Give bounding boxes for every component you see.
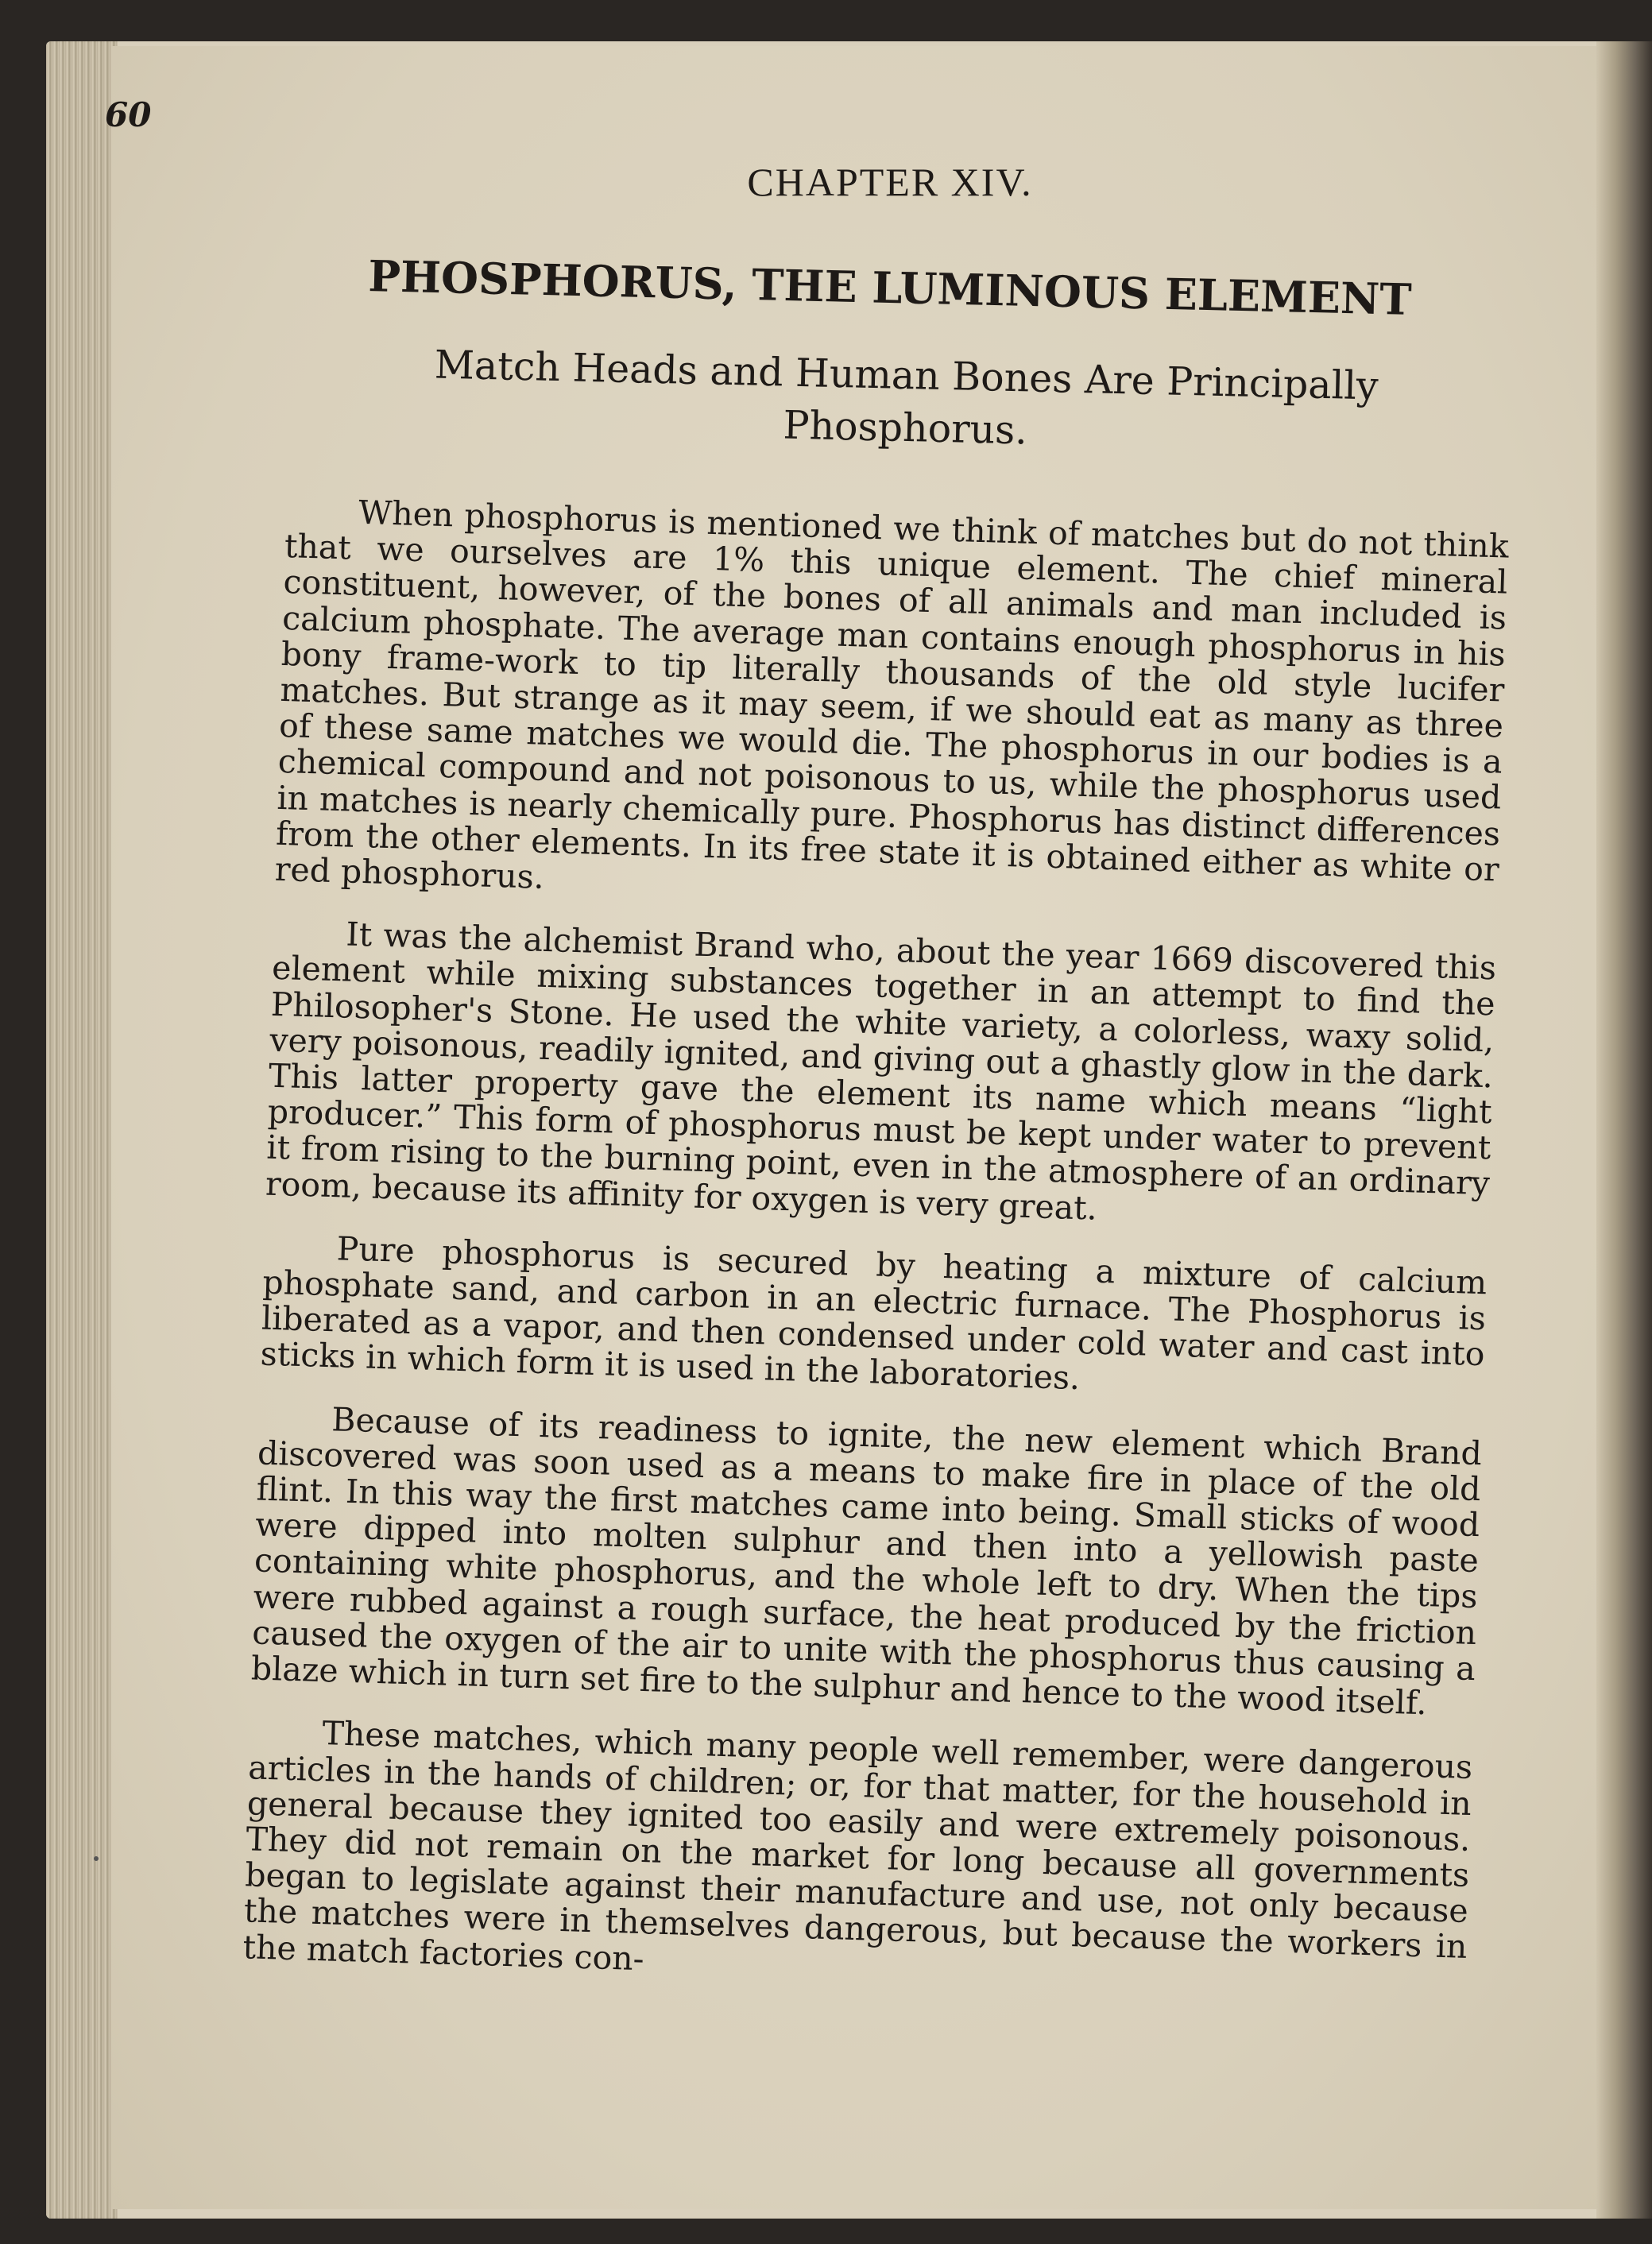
- margin-speck: [94, 1856, 99, 1861]
- paragraph-1: When phosphorus is mentioned we think of matches but do not think that we ourselves are 1% this unique element. The chief mineral constituent, however, of the bones of all animals and man included is calcium phosphate. The average man contains enough phosphorus in his bony frame-work to tip literally thousands of the old style lucifer matches. But strange as it may seem, if we should eat as many as three of these same matches we would die. The phosphorus in our bodies is a chemical compound and not poisonous to us, while the phosphorus used in matches is nearly chemically pure. Phosphorus has distinct differences from the other elements. In its free state it is obtained either as white or red phosphorus.: [274, 493, 1510, 896]
- chapter-heading: CHAPTER XIV.: [747, 160, 1033, 204]
- paragraph-4: Because of its readiness to ignite, the new element which Brand discovered was soon used as a means to make fire in place of the old flint. In this way the first matches came into being. Small sticks of wood were dipped into molten sulphur and then into a yellowish paste containing white phosphorus, and the whole left to dry. When the tips were rubbed against a rough surface, the heat produced by the friction caused the oxygen of the air to unite with the phosphorus thus causing a blaze which in turn set fire to the sulphur and hence to the wood itself.: [250, 1399, 1483, 1723]
- page-title: PHOSPHORUS, THE LUMINOUS ELEMENT: [367, 250, 1413, 325]
- page-edges: [46, 41, 118, 2219]
- binding-shadow: [1596, 41, 1652, 2219]
- page-number: 60: [105, 95, 152, 134]
- subtitle: Match Heads and Human Bones Are Principally Phosphorus.: [434, 342, 1379, 454]
- paragraph-3: Pure phosphorus is secured by heating a mixture of calcium phosphate sand, and carbon in an electric furnace. The Phosphorus is liberated as a vapor, and then condensed under cold water and cast into sticks in which form it is used in the laboratories.: [260, 1229, 1488, 1398]
- paragraph-5: These matches, which many people well remember, were dangerous articles in the hands of children; or, for that matter, for the household in general because they ignited too easily and were extremely poisonous. They did not remain on the market for long because all governments began to legislate against their manufacture and use, not only because the matches were in themselves dangerous, but because the workers in the match factories con-: [242, 1714, 1473, 1978]
- paragraph-2: It was the alchemist Brand who, about the year 1669 discovered this element while mixing substances together in an attempt to find the Philosopher's Stone. He used the white variety, a colorless, waxy solid, very poisonous, readily ignited, and giving out a ghastly glow in the dark. This latter property gave the element its name which means “light producer.” This form of phosphorus must be kept under water to prevent it from rising to the burning point, even in the atmosphere of an ordinary room, because its affinity for oxygen is very great.: [265, 915, 1497, 1228]
- body-text: [242, 493, 1509, 2029]
